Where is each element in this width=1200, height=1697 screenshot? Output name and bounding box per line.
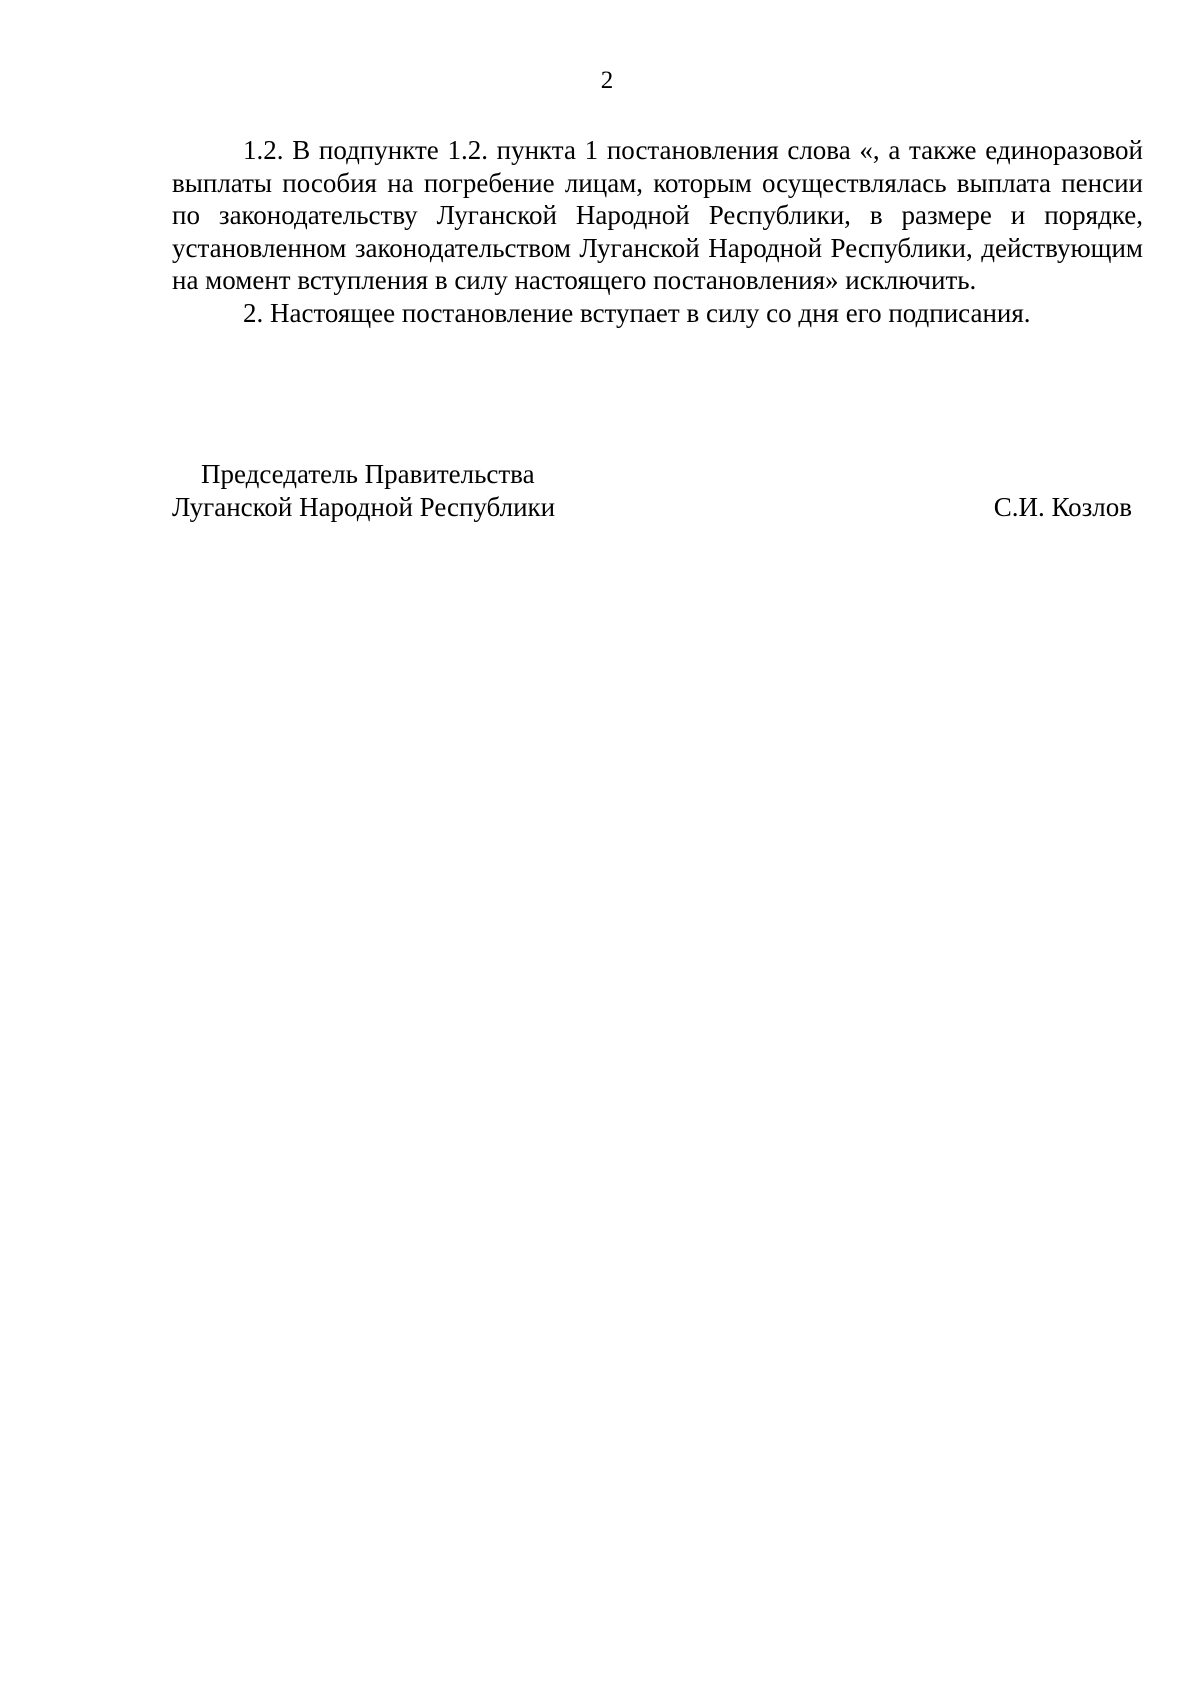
paragraph-2: 2. Настоящее постановление вступает в силу со дня его подписания. — [243, 297, 1031, 328]
document-body — [172, 134, 1143, 330]
signature-row-title — [172, 458, 1132, 491]
signature-block — [172, 458, 1132, 523]
signatory-name: С.И. Козлов — [993, 491, 1132, 522]
page-number: 2 — [600, 67, 614, 94]
paragraph-1-2: 1.2. В подпункте 1.2. пункта 1 постановления слова «, а также единоразовой выплаты пособия на погребение лицам, которым осуществлялась выплата пенсии по законодательству Луганской Народной Республики, в размере и порядке, установленном законодательством Луганской Народной Республики, действующим на момент вступления в силу настоящего постановления» исключить. — [172, 135, 1143, 296]
signatory-title-line-2: Луганской Народной Республики — [172, 491, 556, 522]
signature-row-name — [172, 491, 1132, 524]
signatory-title-line-1: Председатель Правительства — [201, 459, 535, 489]
